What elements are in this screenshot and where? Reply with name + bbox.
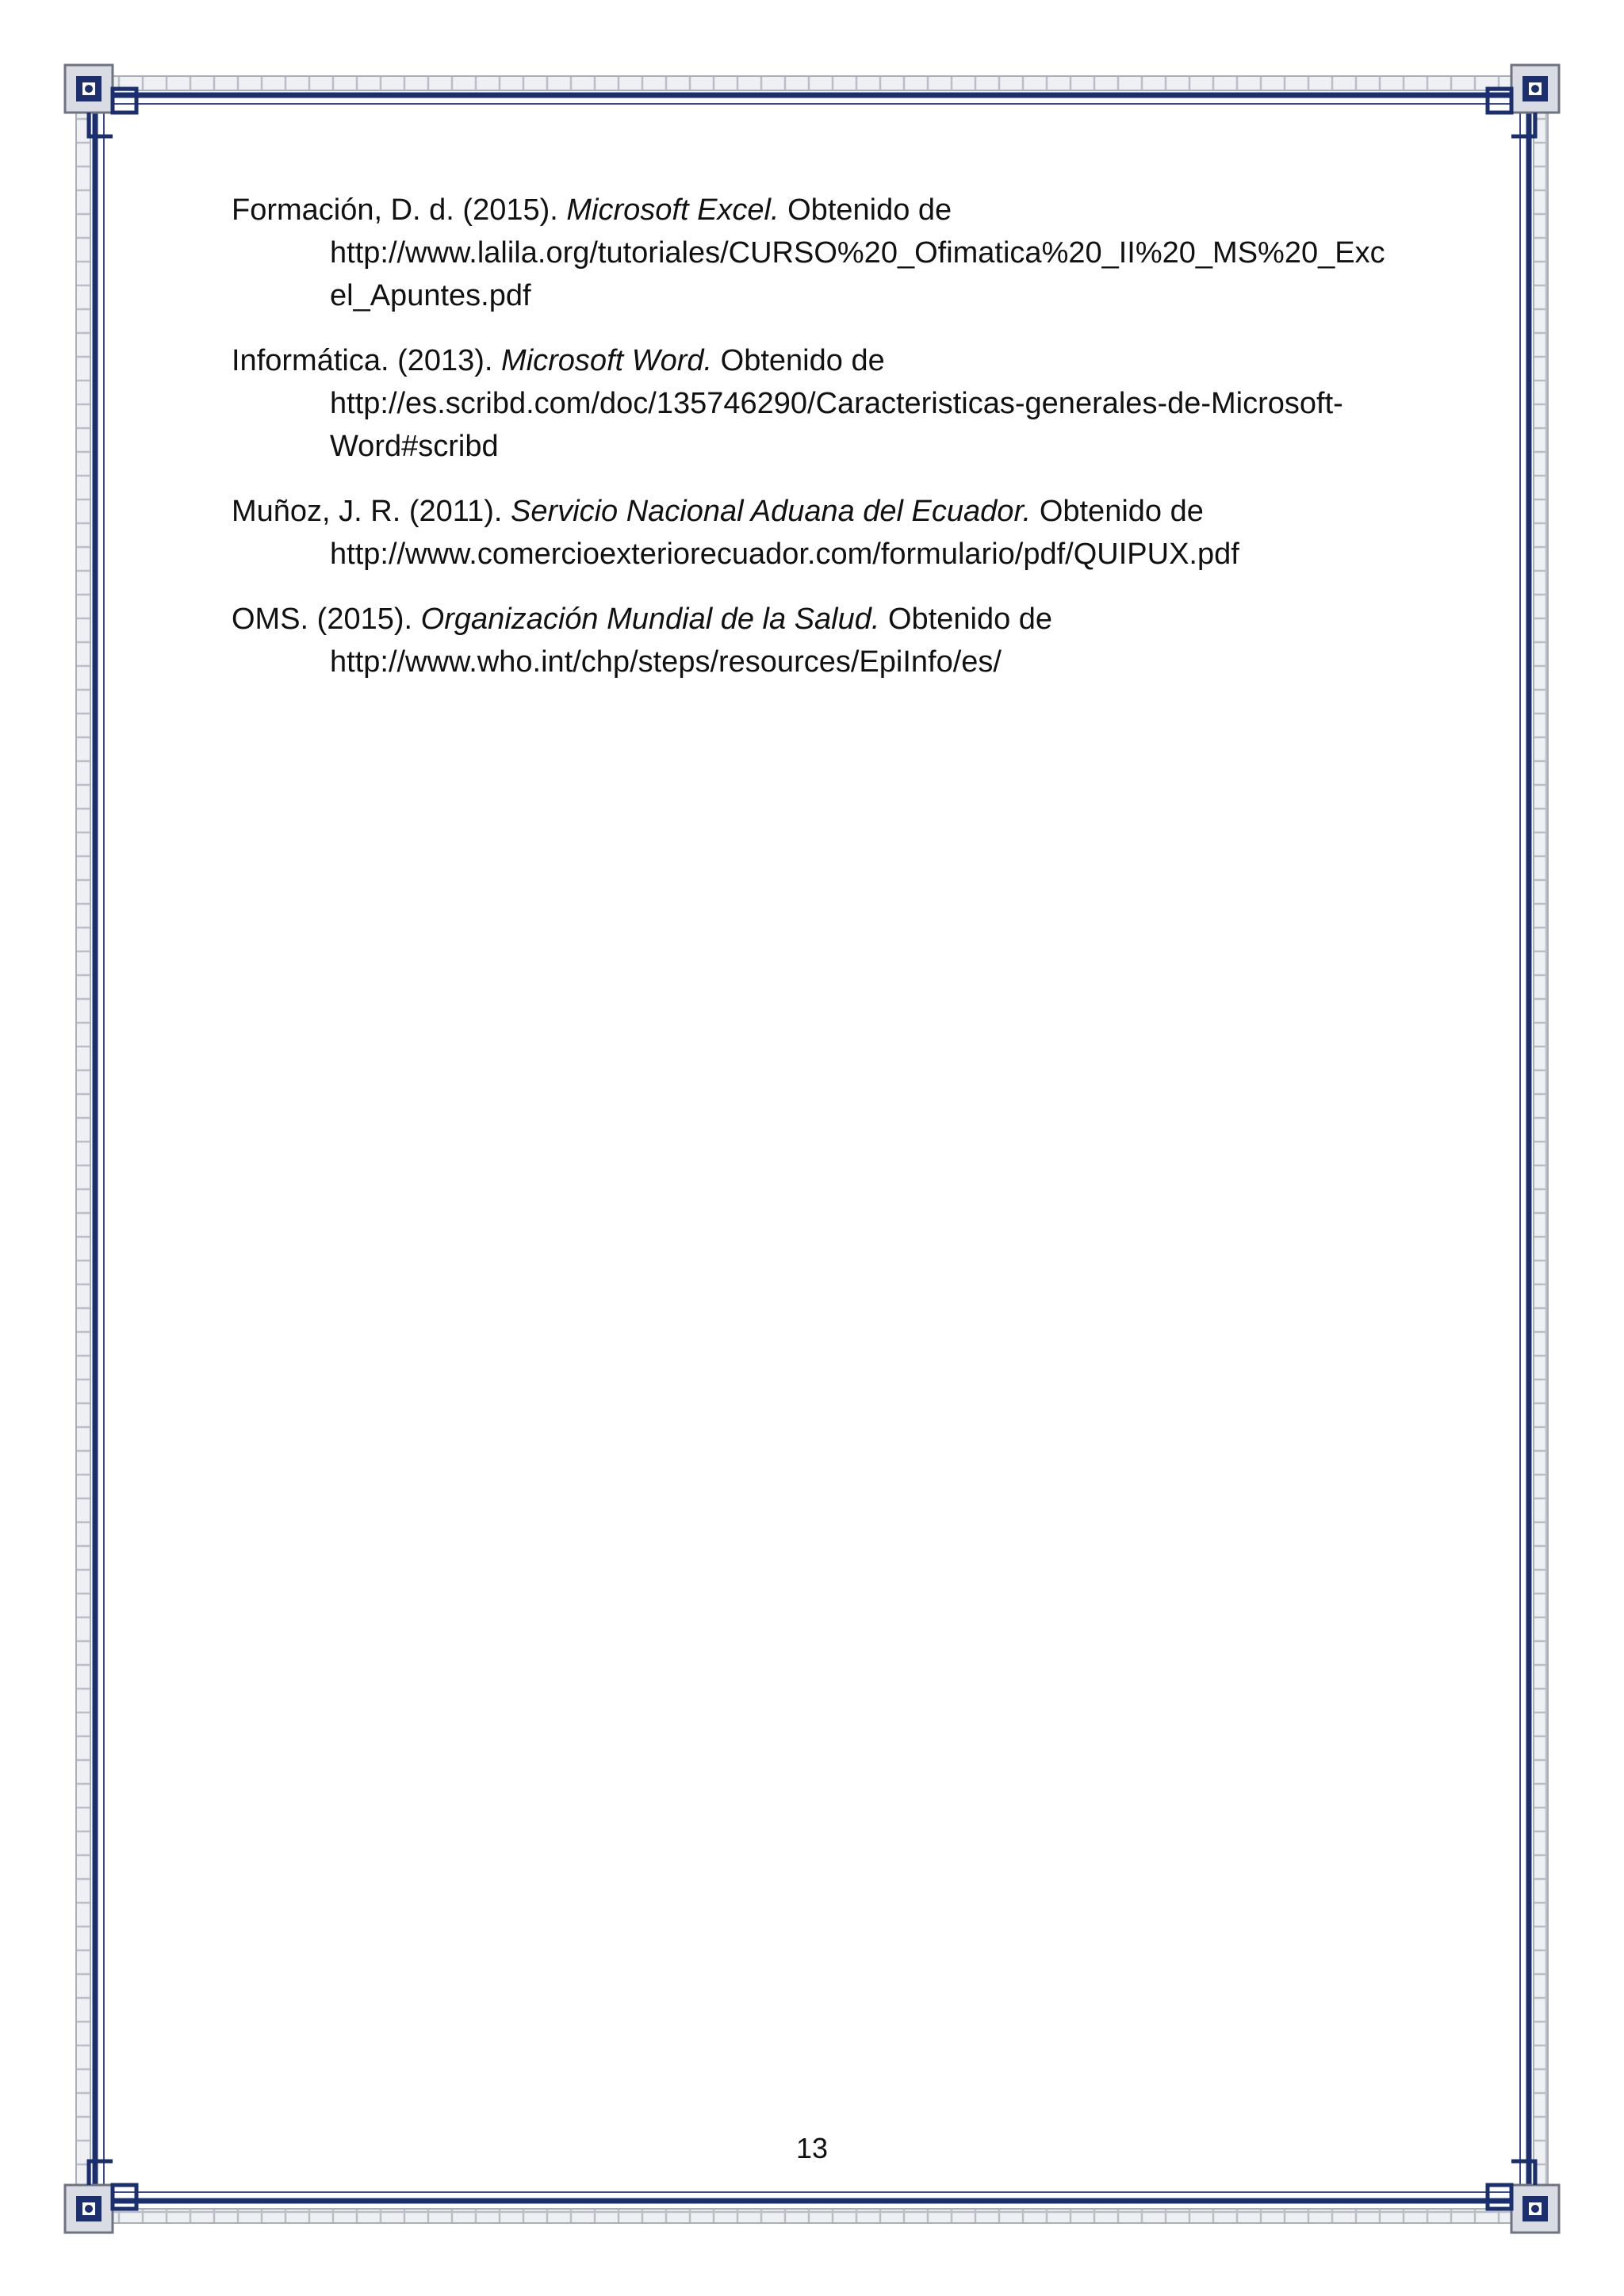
reference-citation bbox=[232, 490, 1413, 533]
border-band-top bbox=[70, 76, 1554, 90]
reference-obtained-from: Obtenido de bbox=[1039, 495, 1204, 528]
reference-citation bbox=[232, 339, 1413, 382]
reference-title: Servicio Nacional Aduana del Ecuador. bbox=[511, 495, 1032, 528]
reference-list bbox=[232, 189, 1413, 706]
page-number: 13 bbox=[795, 2132, 829, 2164]
reference-title: Organización Mundial de la Salud. bbox=[420, 603, 880, 636]
reference-url-line: http://www.who.int/chp/steps/resources/EpiInfo/es/ bbox=[330, 645, 1002, 679]
reference-obtained-from: Obtenido de bbox=[888, 603, 1053, 636]
reference-url-line: el_Apuntes.pdf bbox=[330, 279, 531, 312]
reference-entry bbox=[232, 490, 1413, 576]
reference-entry bbox=[232, 598, 1413, 683]
reference-title: Microsoft Excel. bbox=[566, 193, 779, 227]
reference-url-line: http://es.scribd.com/doc/135746290/Caracteristicas-generales-de-Microsoft- bbox=[330, 387, 1343, 420]
reference-author-year: Muñoz, J. R. (2011). bbox=[232, 495, 503, 528]
reference-author-year: Formación, D. d. (2015). bbox=[232, 193, 558, 227]
reference-entry bbox=[232, 189, 1413, 317]
border-band-right bbox=[1534, 87, 1548, 2212]
reference-obtained-from: Obtenido de bbox=[720, 344, 885, 377]
reference-citation bbox=[232, 189, 1413, 232]
reference-citation bbox=[232, 598, 1413, 641]
reference-title: Microsoft Word. bbox=[501, 344, 713, 377]
reference-url-line: http://www.comercioexteriorecuador.com/formulario/pdf/QUIPUX.pdf bbox=[330, 538, 1239, 571]
border-band-bottom bbox=[70, 2209, 1554, 2223]
border-band-left bbox=[76, 87, 90, 2212]
reference-url-line: Word#scribd bbox=[330, 430, 499, 463]
reference-url-line: http://www.lalila.org/tutoriales/CURSO%20_Ofimatica%20_II%20_MS%20_Exc bbox=[330, 236, 1385, 270]
reference-entry bbox=[232, 339, 1413, 468]
reference-author-year: OMS. (2015). bbox=[232, 603, 413, 636]
reference-author-year: Informática. (2013). bbox=[232, 344, 493, 377]
reference-obtained-from: Obtenido de bbox=[787, 193, 952, 227]
